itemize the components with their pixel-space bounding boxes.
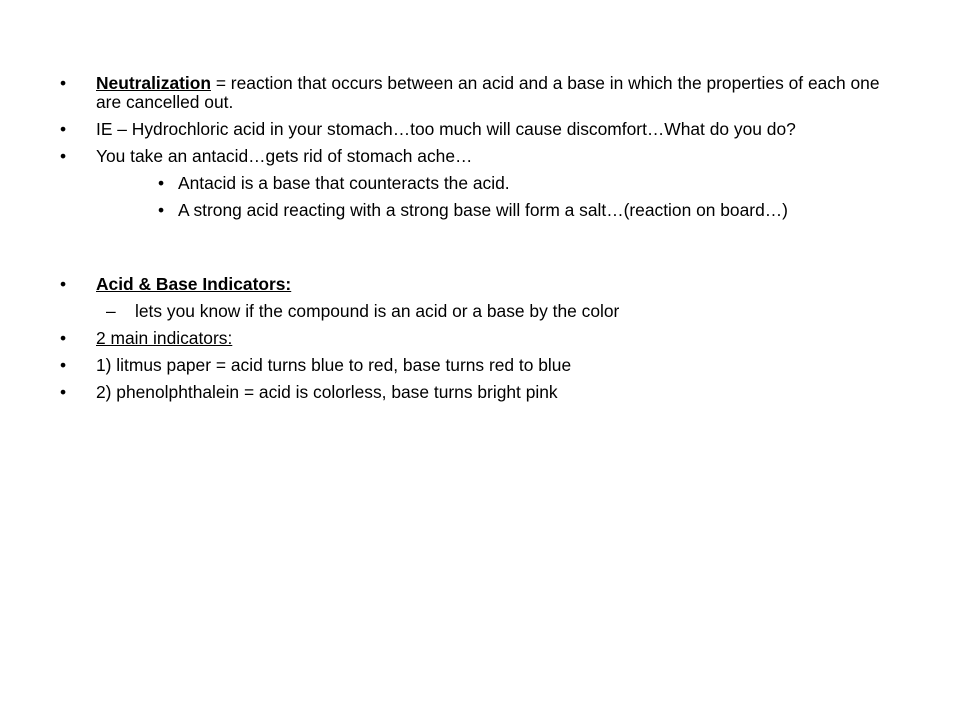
subbullet-antacid-base (60, 174, 890, 193)
slide-content (60, 74, 890, 410)
indicators-desc: lets you know if the compound is an acid or a base by the color (135, 301, 620, 321)
bullet-dot: • (60, 355, 67, 375)
dash-indicators-desc (60, 302, 890, 321)
bullet-dot: • (158, 200, 165, 220)
ie-text: IE – Hydrochloric acid in your stomach…too much will cause discomfort…What do you do? (96, 119, 796, 139)
sub2-text: A strong acid reacting with a strong base will form a salt…(reaction on board…) (178, 200, 788, 220)
bullet-neutralization (60, 74, 890, 112)
litmus-text: 1) litmus paper = acid turns blue to red, base turns red to blue (96, 355, 572, 375)
bullet-dot: • (60, 119, 67, 139)
bullet-antacid (60, 147, 890, 166)
bullet-ie (60, 120, 890, 139)
bullet-dot: • (60, 274, 67, 294)
subbullet-strong-acid (60, 201, 890, 220)
indicators-heading: Acid & Base Indicators: (96, 274, 292, 294)
antacid-text: You take an antacid…gets rid of stomach ache… (96, 146, 473, 166)
bullet-dash: – (106, 301, 116, 321)
bullet-dot: • (60, 146, 67, 166)
bullet-dot: • (60, 73, 67, 93)
sub1-text: Antacid is a base that counteracts the acid. (178, 173, 510, 193)
bullet-litmus (60, 356, 890, 375)
phenol-text: 2) phenolphthalein = acid is colorless, base turns bright pink (96, 382, 558, 402)
bullet-main-indicators (60, 329, 890, 348)
bullet-dot: • (60, 382, 67, 402)
bullet-phenolphthalein (60, 383, 890, 402)
neutralization-term: Neutralization (96, 73, 211, 93)
spacer (60, 228, 890, 275)
main-indicators-heading: 2 main indicators: (96, 328, 233, 348)
bullet-indicators-heading (60, 275, 890, 294)
neutralization-definition: = reaction that occurs between an acid and a base in which the properties of each one are cancelled out. (96, 73, 880, 112)
bullet-dot: • (60, 328, 67, 348)
bullet-dot: • (158, 173, 165, 193)
